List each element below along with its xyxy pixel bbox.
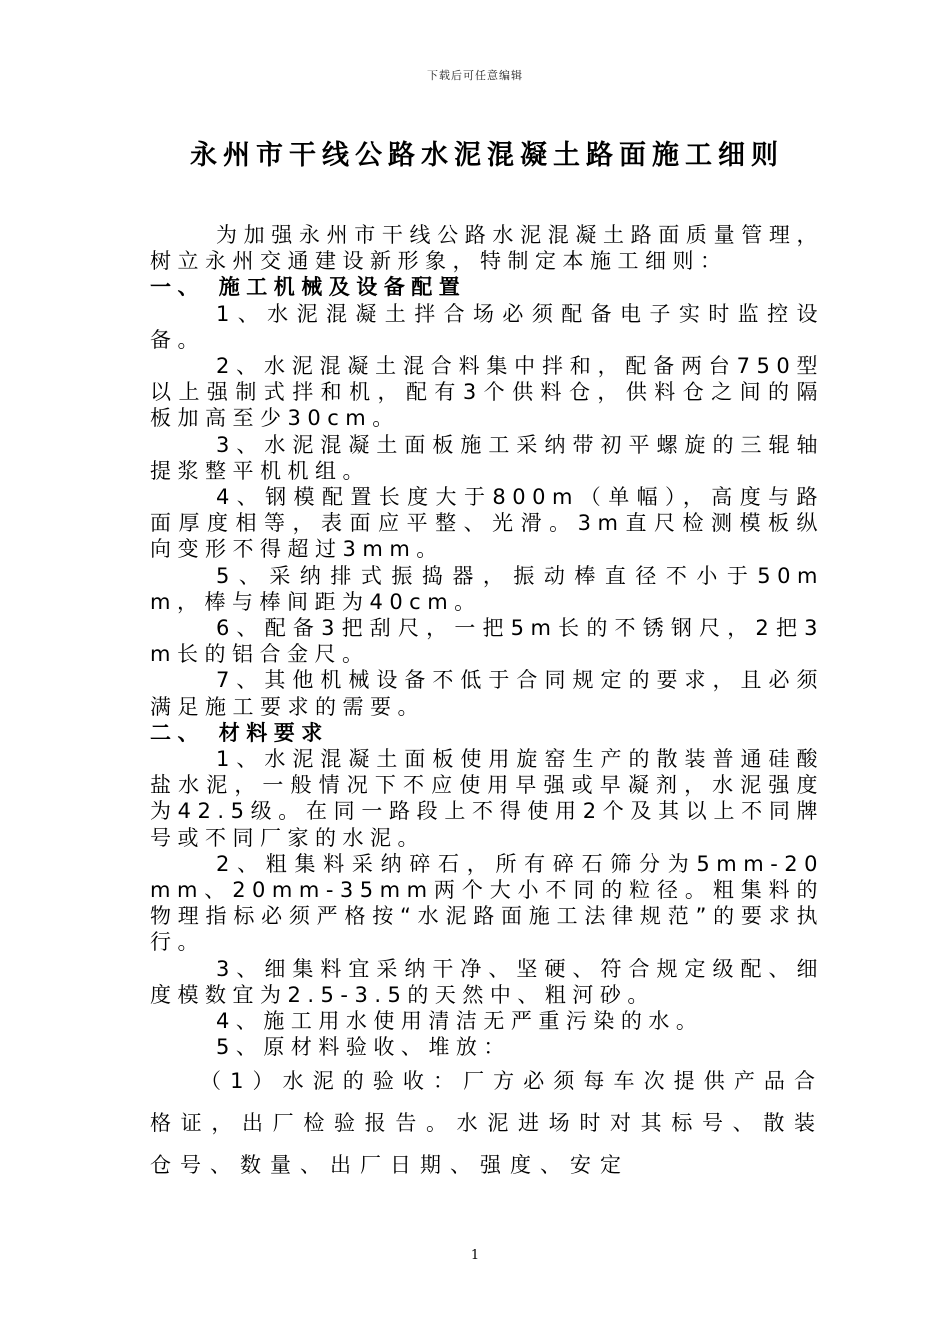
header-note: 下载后可任意编辑 bbox=[427, 69, 523, 82]
equipment-item: 6、配备3把刮尺，一把5m长的不锈钢尺，2把3m长的铝合金尺。 bbox=[150, 616, 824, 667]
materials-item: 5、原材料验收、堆放： bbox=[216, 1035, 511, 1060]
materials-item: 3、细集料宜采纳干净、坚硬、符合规定级配、细度模数宜为2.5-3.5的天然中、粗河砂。 bbox=[150, 956, 824, 1007]
equipment-item: 7、其他机械设备不低于合同规定的要求，且必须满足施工要求的需要。 bbox=[150, 668, 824, 719]
equipment-item: 2、水泥混凝土混合料集中拌和，配备两台750型以上强制式拌和机，配有3个供料仓，供料仓之间的隔板加高至少30cm。 bbox=[150, 354, 824, 431]
section-heading-equipment: 一、 施工机械及设备配置 bbox=[150, 275, 467, 300]
materials-item: 1、水泥混凝土面板使用旋窑生产的散装普通硅酸盐水泥，一般情况下不应使用早强或早凝剂，水泥强度为42.5级。在同一路段上不得使用2个及其以上不同牌号或不同厂家的水泥。 bbox=[150, 747, 824, 850]
materials-item: 2、粗集料采纳碎石，所有碎石筛分为5mm-20mm、20mm-35mm两个大小不同的粒径。粗集料的物理指标必须严格按“水泥路面施工法律规范”的要求执行。 bbox=[150, 851, 824, 955]
equipment-item: 1、水泥混凝土拌合场必须配备电子实时监控设备。 bbox=[150, 301, 824, 352]
equipment-item: 4、钢模配置长度大于800m（单幅），高度与路面厚度相等，表面应平整、光滑。3m直尺检测模板纵向变形不得超过3mm。 bbox=[150, 485, 824, 562]
document-title: 永州市干线公路水泥混凝土路面施工细则 bbox=[190, 140, 784, 171]
cement-acceptance-block bbox=[150, 1060, 824, 1186]
page-number: 1 bbox=[470, 1248, 480, 1263]
document-body bbox=[150, 222, 824, 1061]
cement-acceptance-paragraph: （1）水泥的验收：厂方必须每车次提供产品合格证，出厂检验报告。水泥进场时对其标号、散装仓号、数量、出厂日期、强度、安定 bbox=[150, 1069, 824, 1177]
materials-item: 4、施工用水使用清洁无严重污染的水。 bbox=[216, 1009, 704, 1034]
intro-paragraph: 为加强永州市干线公路水泥混凝土路面质量管理，树立永州交通建设新形象，特制定本施工细则： bbox=[150, 223, 824, 274]
section-heading-materials: 二、 材料要求 bbox=[150, 720, 329, 745]
equipment-item: 5、采纳排式振捣器，振动棒直径不小于50mm，棒与棒间距为40cm。 bbox=[150, 563, 824, 614]
equipment-item: 3、水泥混凝土面板施工采纳带初平螺旋的三辊轴提浆整平机机组。 bbox=[150, 432, 824, 483]
